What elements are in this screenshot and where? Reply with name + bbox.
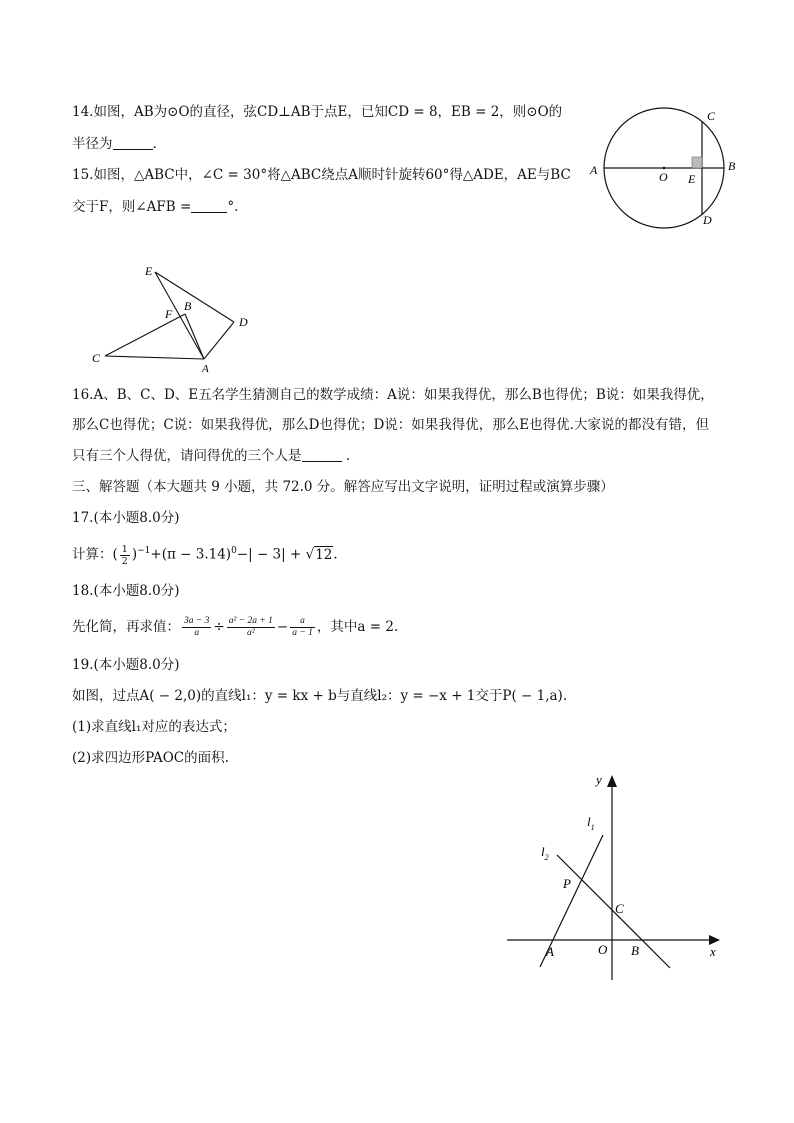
label-p: P: [563, 876, 571, 891]
label-l1: $l_1$: [587, 814, 595, 832]
label-a: A: [546, 944, 554, 959]
label-b: B: [728, 159, 736, 173]
q14-line2-end: .: [152, 136, 157, 152]
q17-expression: 计算：( $\frac{1}{2}$ )$^{-1}+(\pi - 3.14)^0-| - 3| + √12$.: [72, 543, 338, 567]
q19-line1: 如图，过点A( − 2,0)的直线l₁：y = kx + b与直线l₂：y = −x + 1交于P( − 1,a).: [72, 688, 568, 704]
label-b: B: [631, 943, 639, 958]
label-o: O: [659, 170, 668, 184]
q16-line2: 那么C也得优；C说：如果我得优，那么D也得优；D说：如果我得优，那么E也得优.大家说的都没有错，但: [72, 417, 709, 433]
q19-part1: (1)求直线l₁对应的表达式；: [72, 719, 236, 735]
q15-line2-text: 交于F，则∠AFB =: [72, 199, 192, 215]
tri-label-a: A: [202, 363, 209, 375]
label-a: A: [590, 163, 598, 177]
q16-line3-end: .: [345, 448, 351, 464]
q19-part2: (2)求四边形PAOC的面积.: [72, 750, 229, 766]
q18-expression: 先化简，再求值： $\frac{3a - 3}{a}$ ÷ $\frac{\text{a² − 2a + 1}}{\text{a²}}$ − $\frac{a}{a - 1}$ ，其中a = 2.: [72, 616, 399, 638]
label-y: y: [596, 772, 602, 787]
line-l2: [557, 855, 670, 968]
label-o: O: [598, 942, 608, 957]
tri-label-e: E: [145, 264, 153, 278]
tri-label-f: F: [165, 307, 173, 321]
circle-figure: [590, 100, 740, 235]
section-heading: 三、解答题（本大题共 9 小题，共 72.0 分。解答应写出文字说明，证明过程或演算步骤）: [72, 479, 614, 495]
y-axis-arrow: [607, 775, 617, 787]
q19-header: 19.(本小题8.0分): [72, 657, 180, 673]
center-point: [663, 167, 666, 170]
q16-line3: [72, 446, 350, 466]
q15-line1: 15.如图，△ABC中，∠C = 30°将△ABC绕点A顺时针旋转60°得△ADE，AE与BC: [72, 167, 571, 183]
label-c: C: [707, 109, 716, 123]
q17-header: 17.(本小题8.0分): [72, 510, 180, 526]
q15-line2-end: °.: [227, 199, 239, 215]
coordinate-figure: [500, 768, 730, 988]
q14-line1: 14.如图，AB为⊙O的直径，弦CD⊥AB于点E，已知CD = 8，EB = 2，则⊙O的: [72, 104, 563, 120]
tri-label-b: B: [184, 299, 192, 313]
label-e: E: [688, 172, 696, 186]
right-angle-mark: [692, 157, 702, 168]
q16-answer-blank: [302, 449, 342, 462]
label-x: x: [710, 944, 716, 959]
q14-line2-text: 半径为: [72, 136, 113, 152]
q15-line2: [72, 197, 238, 217]
q18-header: 18.(本小题8.0分): [72, 583, 180, 599]
tri-label-d: D: [239, 315, 248, 329]
triangle-figure: [88, 260, 258, 375]
label-c: C: [615, 901, 624, 916]
q14-line2: [72, 134, 157, 154]
q16-line3-text: 只有三个人得优，请问得优的三个人是: [72, 448, 302, 464]
label-l2: $l_2$: [541, 844, 549, 862]
tri-label-c: C: [92, 351, 101, 365]
q16-line1: 16.A、B、C、D、E五名学生猜测自己的数学成绩：A说：如果我得优，那么B也得优；B说：如果我得优，: [72, 387, 714, 403]
label-d: D: [703, 213, 712, 227]
q15-answer-blank: [191, 200, 227, 213]
q14-answer-blank: [113, 137, 153, 150]
